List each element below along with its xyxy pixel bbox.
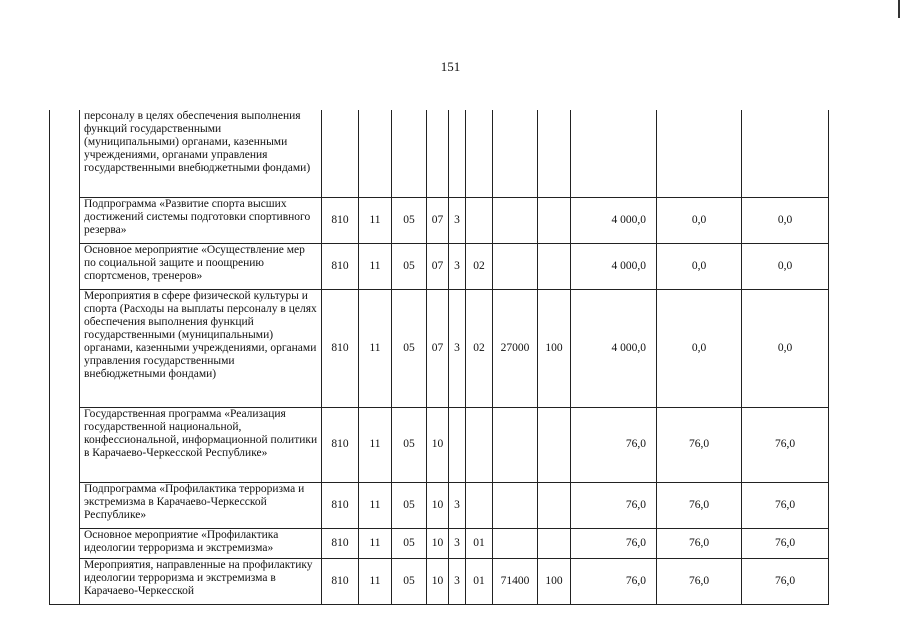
table-row [50,407,829,482]
table-row [50,482,829,528]
cell-program [427,110,449,197]
row-index-cell [50,558,80,604]
cell-subsection: 05 [392,407,427,482]
cell-amount-year3: 76,0 [742,558,829,604]
cell-subsection: 05 [392,243,427,289]
cell-subsection: 05 [392,482,427,528]
cell-direction [493,407,538,482]
table-row [50,243,829,289]
cell-subprogram: 3 [449,243,466,289]
cell-amount-year2: 0,0 [657,243,742,289]
row-name: персоналу в целях обеспечения выполнения функций государственными (муниципальными) органами, казенными учреждениями, органами управления государственными внебюджетными фондами) [80,110,322,197]
row-name: Мероприятия, направленные на профилактику идеологии терроризма и экстремизма в Карачаево-Черкесской [80,558,322,604]
row-index-cell [50,528,80,558]
cell-subprogram: 3 [449,482,466,528]
cell-expense-type [538,482,571,528]
cell-event [466,110,493,197]
cell-amount-year2: 76,0 [657,482,742,528]
cell-amount-year1: 4 000,0 [571,243,657,289]
cell-amount-year2: 76,0 [657,558,742,604]
cell-expense-type [538,110,571,197]
row-name: Мероприятия в сфере физической культуры и спорта (Расходы на выплаты персоналу в целях обеспечения выполнения функций государственными (муниципальными) органами, казенными учреждениями, органами управления государственными внебюджетными фондами) [80,289,322,407]
cell-amount-year1: 76,0 [571,558,657,604]
table-row [50,110,829,197]
row-index-cell [50,243,80,289]
cell-section: 11 [359,243,392,289]
cell-subprogram: 3 [449,528,466,558]
row-name: Государственная программа «Реализация государственной национальной, конфессиональной, информационной политики в Карачаево-Черкесской Республике» [80,407,322,482]
cell-subprogram: 3 [449,558,466,604]
row-index-cell [50,110,80,197]
cell-subsection: 05 [392,289,427,407]
cell-direction: 27000 [493,289,538,407]
cell-amount-year3: 76,0 [742,482,829,528]
cell-section [359,110,392,197]
cell-event [466,197,493,243]
cell-direction: 71400 [493,558,538,604]
cell-amount-year3: 0,0 [742,289,829,407]
cell-event [466,407,493,482]
cell-amount-year3: 0,0 [742,243,829,289]
cell-grbs: 810 [322,197,359,243]
cell-section: 11 [359,482,392,528]
cell-grbs: 810 [322,528,359,558]
page-edge-mark [898,0,900,18]
cell-event: 01 [466,528,493,558]
cell-direction [493,243,538,289]
cell-amount-year1 [571,110,657,197]
cell-direction [493,197,538,243]
cell-amount-year2: 76,0 [657,407,742,482]
budget-table [49,110,829,605]
cell-grbs: 810 [322,243,359,289]
cell-section: 11 [359,407,392,482]
cell-grbs: 810 [322,558,359,604]
cell-amount-year2: 76,0 [657,528,742,558]
cell-program: 10 [427,482,449,528]
cell-subprogram: 3 [449,289,466,407]
cell-amount-year3: 0,0 [742,197,829,243]
cell-amount-year3: 76,0 [742,528,829,558]
cell-grbs: 810 [322,407,359,482]
cell-amount-year1: 76,0 [571,528,657,558]
cell-amount-year1: 76,0 [571,482,657,528]
cell-section: 11 [359,197,392,243]
row-index-cell [50,289,80,407]
table-row [50,197,829,243]
row-index-cell [50,482,80,528]
row-name: Подпрограмма «Развитие спорта высших достижений системы подготовки спортивного резерва» [80,197,322,243]
row-name: Основное мероприятие «Профилактика идеологии терроризма и экстремизма» [80,528,322,558]
table-row [50,528,829,558]
row-index-cell [50,197,80,243]
cell-program: 10 [427,407,449,482]
cell-amount-year1: 76,0 [571,407,657,482]
cell-expense-type: 100 [538,289,571,407]
cell-expense-type: 100 [538,558,571,604]
cell-event: 02 [466,243,493,289]
page-number: 151 [440,59,461,74]
cell-program: 07 [427,289,449,407]
cell-section: 11 [359,528,392,558]
cell-subsection: 05 [392,197,427,243]
cell-amount-year3 [742,110,829,197]
cell-subprogram [449,110,466,197]
cell-grbs [322,110,359,197]
cell-subsection: 05 [392,528,427,558]
cell-program: 10 [427,528,449,558]
row-name: Подпрограмма «Профилактика терроризма и экстремизма в Карачаево-Черкесской Республике» [80,482,322,528]
cell-amount-year2: 0,0 [657,197,742,243]
cell-amount-year3: 76,0 [742,407,829,482]
cell-expense-type [538,243,571,289]
cell-event [466,482,493,528]
cell-amount-year1: 4 000,0 [571,289,657,407]
cell-expense-type [538,528,571,558]
cell-program: 07 [427,197,449,243]
cell-grbs: 810 [322,482,359,528]
cell-amount-year2: 0,0 [657,289,742,407]
cell-amount-year2 [657,110,742,197]
row-name: Основное мероприятие «Осуществление мер по социальной защите и поощрению спортсменов, тренеров» [80,243,322,289]
cell-direction [493,110,538,197]
cell-subsection: 05 [392,558,427,604]
cell-direction [493,528,538,558]
table-row [50,289,829,407]
row-index-cell [50,407,80,482]
cell-direction [493,482,538,528]
cell-section: 11 [359,289,392,407]
cell-expense-type [538,407,571,482]
cell-amount-year1: 4 000,0 [571,197,657,243]
cell-expense-type [538,197,571,243]
cell-subsection [392,110,427,197]
cell-subprogram [449,407,466,482]
cell-program: 07 [427,243,449,289]
cell-event: 01 [466,558,493,604]
cell-grbs: 810 [322,289,359,407]
cell-section: 11 [359,558,392,604]
cell-event: 02 [466,289,493,407]
cell-program: 10 [427,558,449,604]
cell-subprogram: 3 [449,197,466,243]
table-row [50,558,829,604]
